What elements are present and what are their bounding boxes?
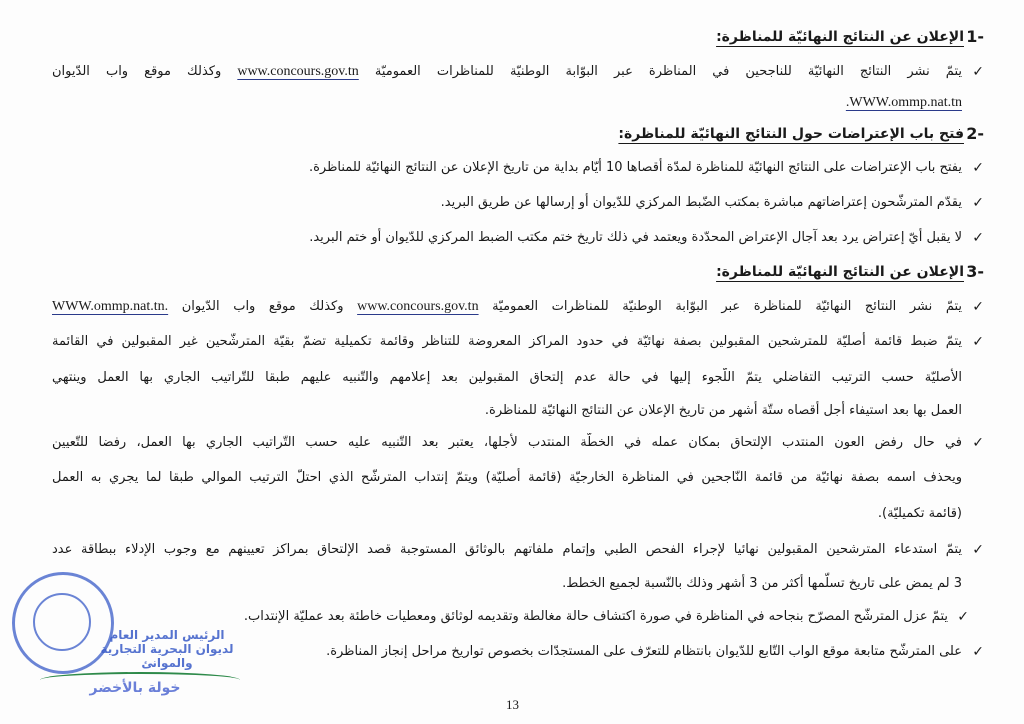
- bullet-line: يتمّ استدعاء المترشحين المقبولين نهائيا لإجراء الفحص الطبي وإتمام ملفاتهم بالوثائق المستوجبة قصد الإلتحاق بمراكز تعيينهم مع وجوب الإدلاء ببطاقة عدد: [52, 542, 962, 557]
- heading-text: الإعلان عن النتائج النهائيّة للمناظرة:: [716, 29, 964, 45]
- concours-link[interactable]: www.concours.gov.tn: [357, 299, 479, 314]
- section-number: 3-: [966, 262, 984, 281]
- check-icon: ✓: [957, 609, 969, 625]
- bullet-line: يتمّ عزل المترشّح المصرّح بنجاحه في المناظرة في صورة اكتشاف حالة مغالطة وتقديمه لوثائق ومعطيات خاطئة بعد عمليّة الإنتداب.: [243, 609, 948, 624]
- check-icon: ✓: [972, 64, 984, 80]
- check-icon: ✓: [972, 644, 984, 660]
- bullet-line: يقدّم المترشّحون إعتراضاتهم مباشرة بمكتب الضّبط المركزي للدّيوان أو إرسالها عن طريق البريد.: [440, 195, 962, 210]
- text: يتمّ نشر النتائج النهائيّة للناجحين في المناظرة عبر البوّابة الوطنيّة للمناظرات العموميّة: [374, 64, 962, 79]
- text: وكذلك موقع واب الدّيوان: [52, 64, 222, 79]
- heading-text: الإعلان عن النتائج النهائيّة للمناظرة:: [716, 264, 964, 280]
- check-icon: ✓: [972, 542, 984, 558]
- section-heading: [618, 123, 964, 145]
- bullet-line: الأصليّة حسب الترتيب التفاضلي يتمّ اللّجوء إليها في حالة عدم إلتحاق المقبولين بعد إعلامهم والتّنبيه عليهم طبقا للتّراتيب الجاري بها العمل وينتهي: [52, 370, 962, 385]
- bullet-line: يتمّ ضبط قائمة أصليّة للمترشحين المقبولين بصفة نهائيّة في حدود المراكز المعروضة للتناظر وقائمة تكميلية تضمّ بقيّة المترشّحين غير المقبولين في القائمة: [52, 334, 962, 349]
- check-icon: ✓: [972, 435, 984, 451]
- bullet-line: يفتح باب الإعتراضات على النتائج النهائيّة للمناظرة لمدّة أقصاها 10 أيّام بداية من تاريخ الإعلان عن النتائج النهائيّة للمناظرة.: [308, 160, 962, 175]
- check-icon: ✓: [972, 299, 984, 315]
- signature-line1: الرئيس المدير العام: [109, 628, 225, 642]
- text: وكذلك موقع واب الدّيوان: [181, 299, 344, 314]
- concours-link[interactable]: www.concours.gov.tn: [237, 64, 359, 79]
- section-number: 1-: [966, 27, 984, 46]
- check-icon: ✓: [972, 195, 984, 211]
- check-icon: ✓: [972, 230, 984, 246]
- text: يتمّ نشر النتائج النهائيّة للمناظرة عبر البوّابة الوطنيّة للمناظرات العموميّة: [492, 299, 962, 314]
- signatory-name: خولة بالأخضر: [89, 680, 181, 696]
- check-icon: ✓: [972, 160, 984, 176]
- signature-title: [82, 628, 252, 670]
- section-heading: [716, 261, 964, 283]
- section-heading: [716, 26, 964, 48]
- signature-line2: لديوان البحرية التجارية والموانئ: [100, 642, 234, 670]
- bullet-line: ويحذف اسمه بصفة نهائيّة من قائمة النّاجحين في المناظرة الخارجيّة (قائمة أصليّة) ويتمّ إنتداب المترشّح الذي احتلّ الترتيب الموالي طبقا لما يجري به العمل: [52, 470, 962, 485]
- check-icon: ✓: [972, 334, 984, 350]
- bullet-line: 3 لم يمض على تاريخ تسلّمها أكثر من 3 أشهر وذلك بالنّسبة لجميع الخطط.: [562, 576, 962, 591]
- bullet-line: العمل بها بعد استيفاء أجل أقصاه ستّة أشهر من تاريخ الإعلان عن النتائج النهائيّة للمناظرة.: [484, 403, 962, 418]
- bullet-line: (قائمة تكميليّة).: [877, 506, 962, 521]
- bullet-line: على المترشّح متابعة موقع الواب التّابع للدّيوان بانتظام للتعرّف على المستجدّات بخصوص تواريخ مراحل إنجاز المناظرة.: [326, 644, 962, 659]
- section-number: 2-: [966, 124, 984, 143]
- heading-text: فتح باب الإعتراضات حول النتائج النهائيّة للمناظرة:: [618, 126, 964, 142]
- bullet-line: في حال رفض العون المنتدب الإلتحاق بمكان عمله في الخطّة المنتدب لأجلها، يعتبر بعد التّنبيه عليه حسب التّراتيب الجاري بها العمل، رفضا للتّعيين: [52, 435, 962, 450]
- ommp-link[interactable]: .WWW.ommp.nat.tn: [845, 95, 962, 110]
- bullet-line: [52, 297, 962, 317]
- ommp-link[interactable]: WWW.ommp.nat.tn.: [52, 299, 169, 314]
- bullet-line: لا يقبل أيّ إعتراض يرد بعد آجال الإعتراض المحدّدة ويعتمد في ذلك تاريخ ختم مكتب الضبط المركزي للدّيوان أو ختم البريد.: [309, 230, 962, 245]
- page-number: 13: [506, 697, 519, 712]
- bullet-line: [846, 93, 962, 113]
- bullet-line: [52, 62, 962, 82]
